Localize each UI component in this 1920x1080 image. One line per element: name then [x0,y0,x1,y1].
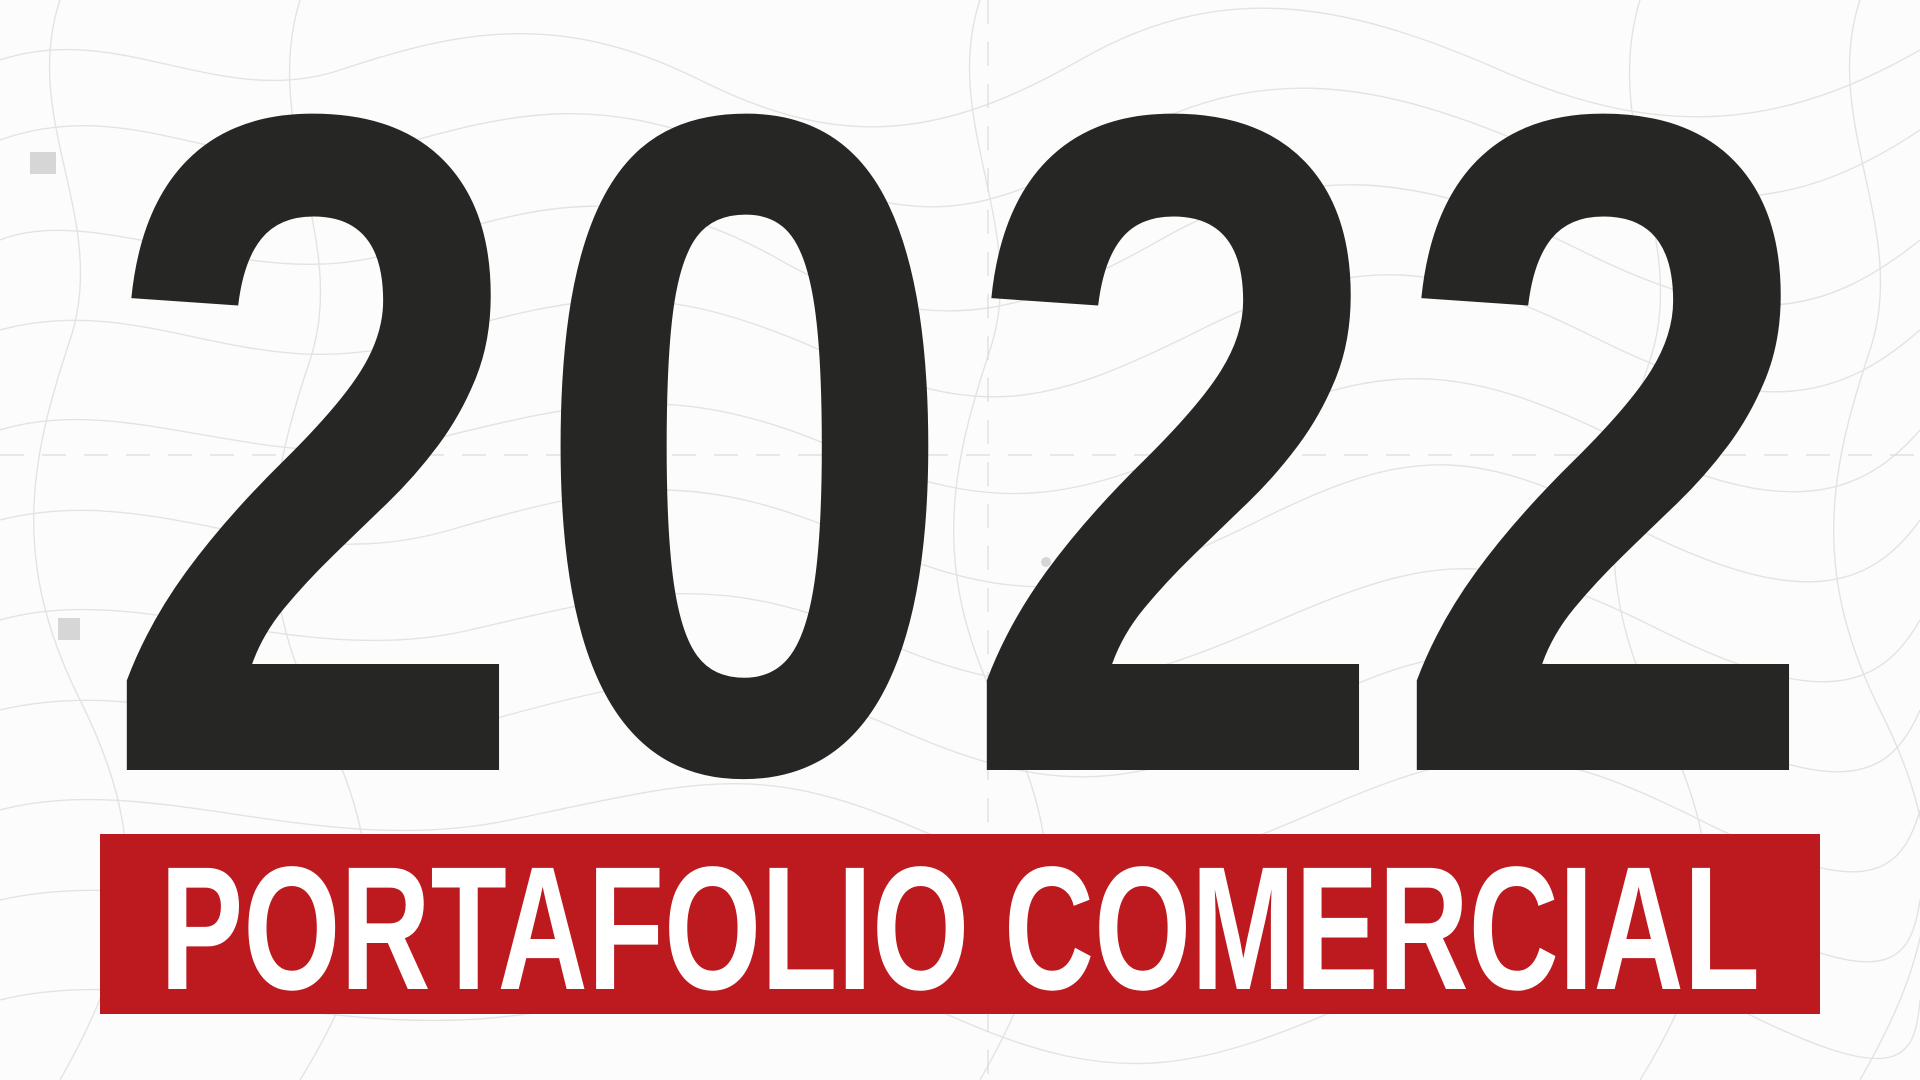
subtitle-text: PORTAFOLIO COMERCIAL [160,834,1760,1014]
subtitle-banner [100,834,1820,1014]
year-heading: 2022 [100,0,1820,820]
